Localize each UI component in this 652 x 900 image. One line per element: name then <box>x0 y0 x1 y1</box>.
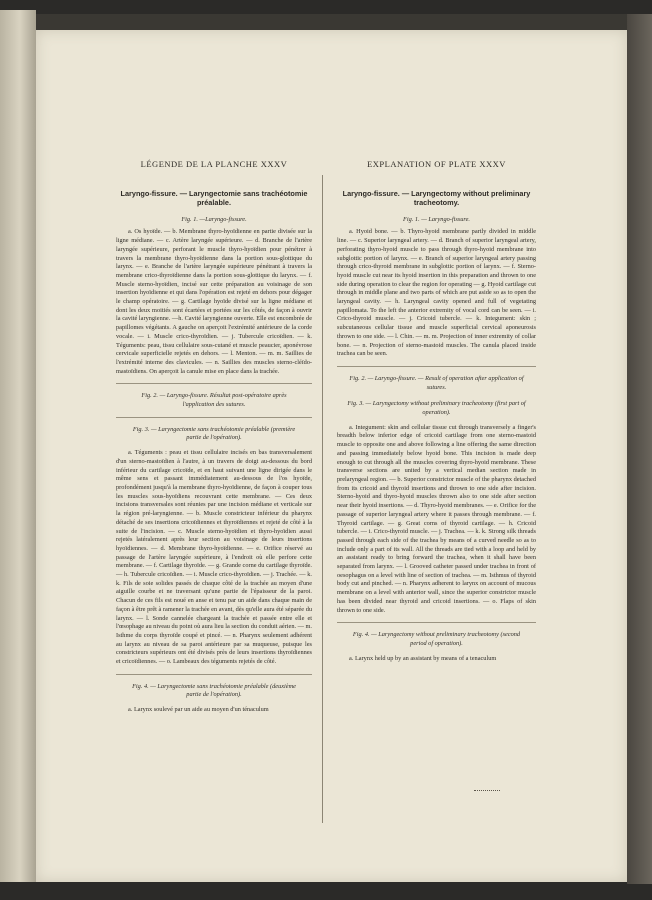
fig3-legend-en: a. Integument: skin and cellular tissue cut through transversely a finger's breadth below inferior edge of cricoid cartilage from one sterno-mastoid muscle to opposite one and above following a line offering the same direction and passing immediately below hyoid bone. This incision is made deep enough to cut through all the muscles covering thyro-hyoid membrane. These transverse sections are united by a vertical median section made in prelaryngeal region. — b. Superior constrictor muscle of the pharynx detached from its cricoid and thyroid insertions and thrown to one side after incision. Sterno-hyoid and thyro-hyoid muscles thrown also to one side after section near their hyoid insertions. — d. Thyro-hyoid membranes. — e. Orifice for the passage of superior laryngeal artery where it passes through membrane. — f. Thyroid cartilage. — g. Great corns of thyroid cartilage. — h. Cricoid tubercle. — i. Crico-thyroid muscle. — j. Trachea. — k. k. Strong silk threads passed through each side of the trachea by means of a curved needle so as to include only a part of its wall. All the threads are tied with a loop and held by an assistant ready to bring forward the trachea, when it shall have been separated from larynx. — l. Grooved catheter passed under trachea in front of oesophagus on a level with line of section of trachea. — m. Isthmus of thyroid body cut and pinched. — n. Pharynx adherent to larynx on account of mucous membrane on a level with anterior wall, since the superior constrictor muscle has been divided near thyroid and cricoid insertions. — o. Flaps of skin thrown to one side. <box>337 423 536 614</box>
fig1-title-fr: Fig. 1. —Laryngo-fissure. <box>181 215 247 223</box>
plate-title-en: EXPLANATION OF PLATE XXXV <box>367 159 506 169</box>
book-edge <box>627 14 652 884</box>
english-column <box>337 160 536 666</box>
fig4-title-en: Fig. 4. — Laryngectomy without preliminary tracheotomy (second period of operation). <box>352 631 521 647</box>
fig4-title-fr: Fig. 4. — Laryngectomie sans trachéotomie préalable (deuxième partie de l'opération). <box>132 682 296 699</box>
fig1-title-en: Fig. 1. — Laryngo-fissure. <box>403 215 470 223</box>
fig1-legend-fr: a. Os hyoïde. — b. Membrane thyro-hyoïdienne en partie divisée sur la ligne médiane. — c. Artère laryngée supérieure. — d. Branche de l'artère laryngée supérieure, perforant le muscle thyro-hyoïdien pour pénétrer à travers la membrane thyro-hyoïdienne dans la portion sous-glottique du larynx. — e. Branche de l'artère laryngée supérieure pénétrant à travers la membrane crico-thyroïdienne dans la portion sous-glottique du larynx. — f. Muscle sterno-hyoïdien, incisé sur cette préparation au voisinage de son insertion hyoïdienne et qui dans l'opération est rejeté en dehors pour dégager le champ opératoire. — g. Cartilage hyoïde divisé sur la ligne médiane et dont les deux moitiés sont écartées et portées sur les côtés, de façon à ouvrir la cavité laryngienne. —h. Cavité laryngienne ouverte. Elle est encombrée de papillomes végétants. A gauche on aperçoit l'extrémité antérieure de la corde vocale. — i. Muscle crico-thyroïdien. — j. Tubercule cricoïdien. — k. Téguments: peau, tissu cellulaire sous-cutané et muscle peaucier, aponévrose cervicale superficielle rejetés en dehors. — l. Menton. — m. m. Saillies de l'extrémité interne des clavicules. — n. Saillies des muscles sterno-cléïdo-mastoïdiens. On aperçoit la canule mise en place dans la trachée. <box>116 228 312 375</box>
fig4-legend-en: a. Larynx held up by an assistant by means of a tenaculum <box>349 654 497 662</box>
fig4-legend-fr: a. Larynx soulevé par un aide au moyen d'un ténaculum <box>128 706 269 714</box>
separator-rule <box>116 674 312 675</box>
fig2-title-en: Fig. 2. — Laryngo-fissure. — Result of operation after application of sutures. <box>349 374 524 391</box>
fig2-title-fr: Fig. 2. — Laryngo-fissure. Résultat post-opératoire après l'application des sutures. <box>141 392 287 409</box>
french-column <box>116 160 312 718</box>
section-heading-en: Laryngo-fissure. — Laryngectomy without preliminary tracheotomy. <box>342 188 531 208</box>
separator-rule <box>337 366 536 367</box>
fig3-legend-fr: a. Téguments : peau et tissu cellulaire incisés en bas transversalement d'un sterno-mastoïdien à l'autre, à un travers de doigt au-dessous du bord inférieur du cartilage cricoïde, et en haut suivant une ligne dirigée dans le même sens et passant immédiatement au-dessous de l'os hyoïde, profondément jusqu'à la membrane thyro-hyoïdienne, de façon à couper tous les muscles sous-hyoïdiens recouvrant cette membrane. — Ces deux incisions transversales sont réunies par une incision médiane et verticale sur la région pré-laryngienne. — b. Muscle constricteur inférieur du pharynx détaché de ses insertions cricoïdiennes et thyroïdiennes et rejeté de côté à la suite de l'incision. — c. Muscle sterno-hyoïdien et thyro-hyoïdien aussi rejetés latéralement après leur section au voisinage de leurs insertions hyoïdiennes. — d. Membrane thyro-hyoïdienne. — e. Orifice réservé au passage de l'artère laryngée supérieure, à l'endroit où elle perfore cette membrane. — f. Cartilage thyroïde. — g. Grande corne du cartilage thyroïde. — h. Tubercule cricoïdien. — i. Muscle crico-thyroïdien. — j. Trachée. — k. k. Fils de soie solides passés de chaque côté de la trachée au moyen d'une aiguille courbe et ne traversant qu'une partie de l'épaisseur de la paroi. Chacun de ces fils est noué en anse et tenu par un aide dans chaque main de façon à être prêt à ramener la trachée en avant, dès qu'elle aura été séparée du larynx. — l. Sonde cannelée chargeant la trachée et passée entre elle et l'œsophage au niveau du point où aura lieu la section du conduit aérien. — m. Isthme du corps thyroïde coupé et pincé. — n. Pharynx seulement adhérent au larynx au niveau de sa paroi antérieure par sa muqueuse, puisque les constricteurs supérieurs ont été divisés près de leurs insertions thyroïdiennes et cricoïdiennes. — o. Lambeaux des téguments rejetés de côté. <box>116 449 312 666</box>
plate-title-fr: LÉGENDE DE LA PLANCHE XXXV <box>140 159 288 169</box>
section-heading-fr: Laryngo-fissure. — Laryngectomie sans trachéotomie préalable. <box>120 188 308 208</box>
separator-rule <box>116 417 312 418</box>
adjacent-page-edge <box>0 10 36 882</box>
fig1-legend-en: a. Hyoid bone. — b. Thyro-hyoid membrane partly divided in middle line. — c. Superior laryngeal artery. — d. Branch of superior laryngeal artery, perforating thyro-hyoid muscle to pass through thyro-hyoid membrane into subglottic portion of larynx. — e. Branch of superior laryngeal artery passing through crico-thyroid membrane in subglottic portion of larynx. — f. Sterno-hyoid muscle cut near its hyoid insertion in this preparation and thrown to one side during operation to clear the region for operating — g. Hyoid cartilage cut through in middle plane and two parts of which are put aside so as to open the laryngeal cavity. — h. Laryngeal cavity opened and full of vegetating papillomata. To the left the anterior extremity of vocal cord can be seen. — i. Crico-thyroid muscle. — j. Cricoid tubercle. — k. Integument: skin ; subcutaneous cellular tissue and muscle superficial cervical aponeurosis thrown to one side. — l. Chin. — m. m. Projection of inner extremity of collar bone. — n. Projection of sterno-mastoid muscles. The canula placed inside trachea can be seen. <box>337 228 536 358</box>
separator-rule <box>116 383 312 384</box>
fig3-title-fr: Fig. 3. — Laryngectomie sans trachéotomie préalable (première partie de l'opération). <box>132 425 296 442</box>
column-divider <box>322 175 323 823</box>
catchword-dots <box>474 790 500 791</box>
fig3-title-en: Fig. 3. — Laryngectomy without preliminary tracheotomy (first part of operation). <box>347 400 526 417</box>
separator-rule <box>337 622 536 623</box>
